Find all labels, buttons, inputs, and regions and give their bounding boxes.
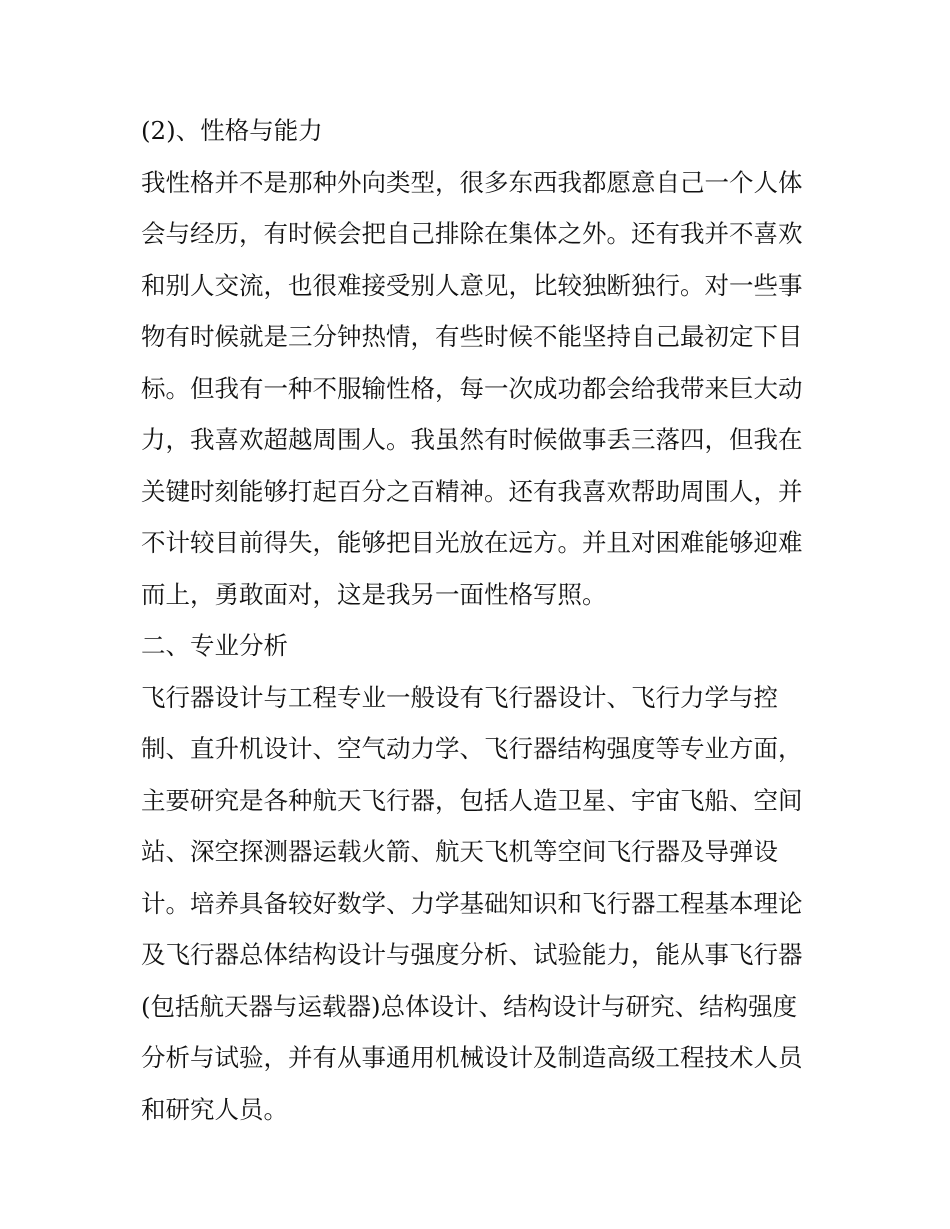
section-heading-major-analysis: 二、专业分析 xyxy=(141,631,288,660)
paragraph-line: (包括航天器与运载器)总体设计、结构设计与研究、结构强度 xyxy=(141,991,798,1021)
paragraph-line: 不计较目前得失，能够把目光放在远方。并且对困难能够迎难 xyxy=(141,528,803,557)
paragraph-line: 和研究人员。 xyxy=(141,1094,288,1124)
paragraph-line: 力，我喜欢超越周围人。我虽然有时候做事丢三落四，但我在 xyxy=(141,425,803,454)
paragraph-line: 及飞行器总体结构设计与强度分析、试验能力，能从事飞行器 xyxy=(141,940,803,969)
paragraph-line: 制、直升机设计、空气动力学、飞行器结构强度等专业方面， xyxy=(141,734,803,763)
paragraph-line: 飞行器设计与工程专业一般设有飞行器设计、飞行力学与控 xyxy=(141,682,778,712)
paragraph-line: 计。培养具备较好数学、力学基础知识和飞行器工程基本理论 xyxy=(141,888,803,918)
paragraph-line: 我性格并不是那种外向类型，很多东西我都愿意自己一个人体 xyxy=(141,167,803,197)
paragraph-line: 而上，勇敢面对，这是我另一面性格写照。 xyxy=(141,579,607,609)
paragraph-line: 会与经历，有时候会把自己排除在集体之外。还有我并不喜欢 xyxy=(141,219,803,248)
paragraph-line: 和别人交流，也很难接受别人意见，比较独断独行。对一些事 xyxy=(141,270,803,300)
paragraph-line: 主要研究是各种航天飞行器，包括人造卫星、宇宙飞船、空间 xyxy=(141,785,803,815)
paragraph-line: 标。但我有一种不服输性格，每一次成功都会给我带来巨大动 xyxy=(141,373,803,403)
paragraph-line: 物有时候就是三分钟热情，有些时候不能坚持自己最初定下目 xyxy=(141,322,803,351)
subheading-personality-ability: (2)、性格与能力 xyxy=(141,116,323,145)
paragraph-line: 站、深空探测器运载火箭、航天飞机等空间飞行器及导弹设 xyxy=(141,837,778,866)
paragraph-line: 分析与试验，并有从事通用机械设计及制造高级工程技术人员 xyxy=(141,1043,803,1072)
document-body xyxy=(141,111,821,1141)
paragraph-line: 关键时刻能够打起百分之百精神。还有我喜欢帮助周围人，并 xyxy=(141,476,803,506)
